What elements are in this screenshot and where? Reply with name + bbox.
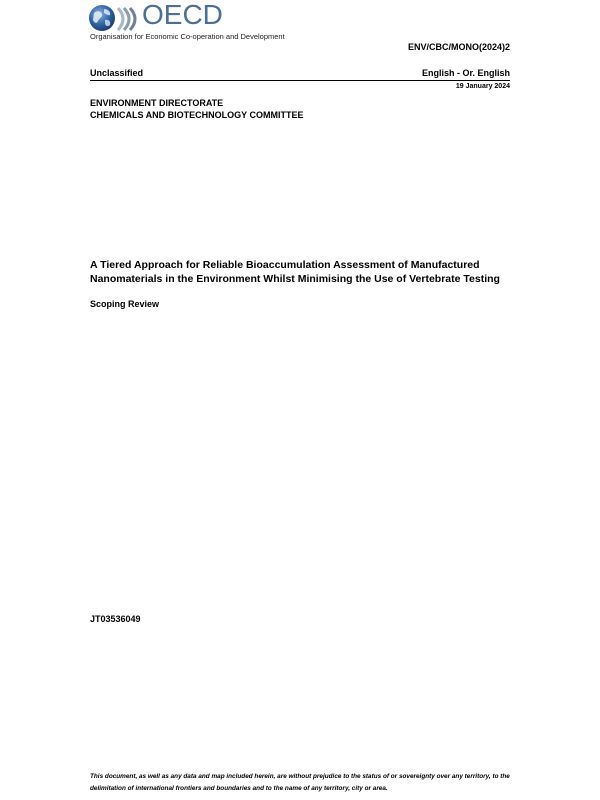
organisation-name: Organisation for Economic Co-operation and Development	[90, 32, 285, 41]
disclaimer-line-1: This document, as well as any data and map included herein, are without prejudice to the status of or sovereignty over any territory, to the	[90, 773, 510, 780]
language: English - Or. English	[421, 68, 510, 78]
logo-wordmark: OECD	[142, 0, 223, 30]
committee-name: CHEMICALS AND BIOTECHNOLOGY COMMITTEE	[90, 110, 304, 120]
job-number: JT03536049	[90, 614, 141, 624]
document-date: 19 January 2024	[455, 83, 510, 90]
title-line-1: A Tiered Approach for Reliable Bioaccumulation Assessment of Manufactured	[90, 259, 480, 271]
title-line-2: Nanomaterials in the Environment Whilst Minimising the Use of Vertebrate Testing	[90, 272, 500, 285]
directorate-name: ENVIRONMENT DIRECTORATE	[90, 98, 224, 108]
disclaimer	[90, 771, 530, 795]
directorate-block	[90, 97, 304, 121]
classification: Unclassified	[90, 68, 144, 78]
document-title	[90, 259, 520, 286]
document-reference: ENV/CBC/MONO(2024)2	[407, 42, 510, 52]
disclaimer-line-2: delimitation of international frontiers and boundaries and to the name of any territory, city or area.	[90, 785, 388, 792]
globe-icon	[89, 5, 115, 31]
header-rule	[90, 80, 510, 81]
document-subtitle: Scoping Review	[90, 299, 160, 309]
